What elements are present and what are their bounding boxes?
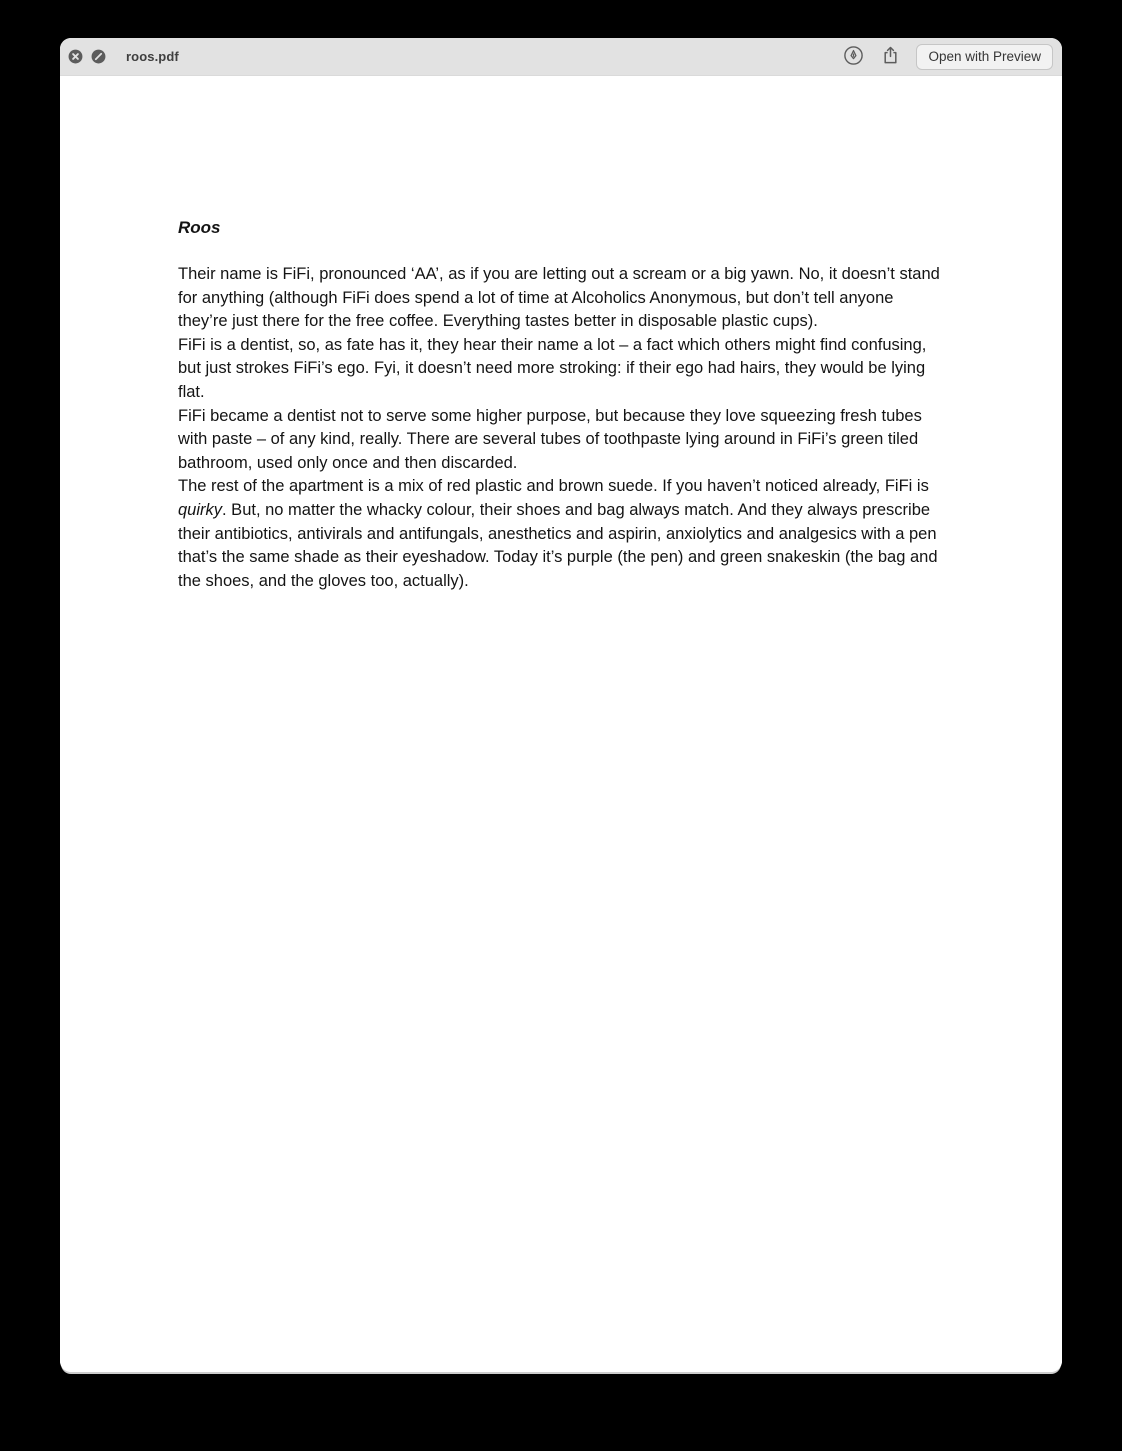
share-button[interactable] [879, 46, 901, 68]
paragraph-4-text-before: The rest of the apartment is a mix of red plastic and brown suede. If you haven’t noticed already, FiFi is [178, 477, 929, 496]
markup-button[interactable] [842, 46, 864, 68]
titlebar [60, 38, 1062, 76]
window-block-button[interactable] [91, 49, 106, 64]
window-title: roos.pdf [126, 49, 179, 64]
block-icon [91, 49, 106, 64]
document-body [178, 263, 944, 593]
markup-pen-icon [843, 45, 864, 69]
paragraph-1-text: Their name is FiFi, pronounced ‘AA’, as if you are letting out a scream or a big yawn. No, it doesn’t stand for anything (although FiFi does spend a lot of time at Alcoholics Anonymous, but don’t tell anyone they’re just there for the free coffee. Everything tastes better in disposable plastic cups). [178, 265, 940, 331]
document-title: Roos [178, 218, 221, 237]
window-close-button[interactable] [68, 49, 83, 64]
paragraph-4 [178, 475, 944, 593]
paragraph-3 [178, 405, 944, 476]
titlebar-right-controls [842, 44, 1053, 70]
paragraph-4-text-after: . But, no matter the whacky colour, their shoes and bag always match. And they always prescribe their antibiotics, antivirals and antifungals, anesthetics and aspirin, anxiolytics and analgesics with a pen that’s the same shade as their eyeshadow. Today it’s purple (the pen) and green snakeskin (the bag and the shoes, and the gloves too, actually). [178, 500, 938, 590]
titlebar-left-controls [68, 49, 179, 64]
pdf-page [60, 76, 1062, 1372]
pdf-preview-window [60, 38, 1062, 1372]
share-icon [880, 45, 901, 69]
close-icon [68, 49, 83, 64]
paragraph-4-italic-word: quirky [178, 500, 223, 519]
paragraph-3-text: FiFi became a dentist not to serve some higher purpose, but because they love squeezing fresh tubes with paste – of any kind, really. There are several tubes of toothpaste lying around in FiFi’s green tiled bathroom, used only once and then discarded. [178, 406, 922, 472]
open-with-preview-button[interactable]: Open with Preview [916, 44, 1053, 70]
paragraph-1 [178, 263, 944, 334]
paragraph-2 [178, 334, 944, 405]
paragraph-2-text: FiFi is a dentist, so, as fate has it, they hear their name a lot – a fact which others might find confusing, but just strokes FiFi’s ego. Fyi, it doesn’t need more stroking: if their ego had hairs, they would be lying flat. [178, 335, 927, 401]
